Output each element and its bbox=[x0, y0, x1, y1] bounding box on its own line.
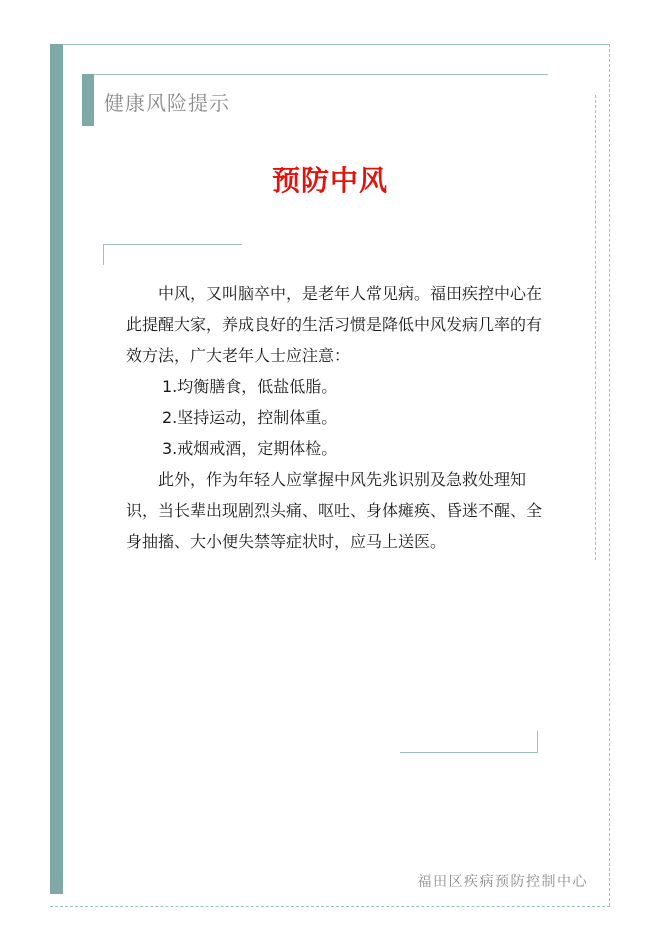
intro-paragraph: 中风，又叫脑卒中，是老年人常见病。福田疾控中心在此提醒大家，养成良好的生活习惯是降低中风发病几率的有效方法，广大老年人士应注意： bbox=[126, 284, 543, 365]
tip-item-1: 1.均衡膳食，低盐低脂。 bbox=[162, 377, 338, 396]
header-rule bbox=[94, 74, 548, 75]
header-title: 健康风险提示 bbox=[104, 91, 230, 115]
corner-bracket-top-left-vertical bbox=[103, 244, 104, 265]
footer-organization: 福田区疾病预防控制中心 bbox=[417, 874, 588, 890]
tip-item-3: 3.戒烟戒酒，定期体检。 bbox=[162, 439, 338, 458]
closing-paragraph: 此外，作为年轻人应掌握中风先兆识别及急救处理知识，当长辈出现剧烈头痛、呕吐、身体瘫痪、昏迷不醒、全身抽搐、大小便失禁等症状时，应马上送医。 bbox=[126, 470, 543, 551]
top-border-line bbox=[63, 44, 610, 45]
tip-item-2: 2.坚持运动，控制体重。 bbox=[162, 408, 338, 427]
header-accent-block bbox=[82, 74, 94, 126]
bottom-dashed-border bbox=[50, 906, 610, 907]
corner-bracket-bottom-right-vertical bbox=[537, 731, 538, 753]
body-text bbox=[126, 278, 546, 557]
document-title: 预防中风 bbox=[271, 164, 388, 197]
corner-bracket-bottom-right bbox=[400, 752, 538, 753]
corner-bracket-top-left bbox=[103, 244, 242, 245]
